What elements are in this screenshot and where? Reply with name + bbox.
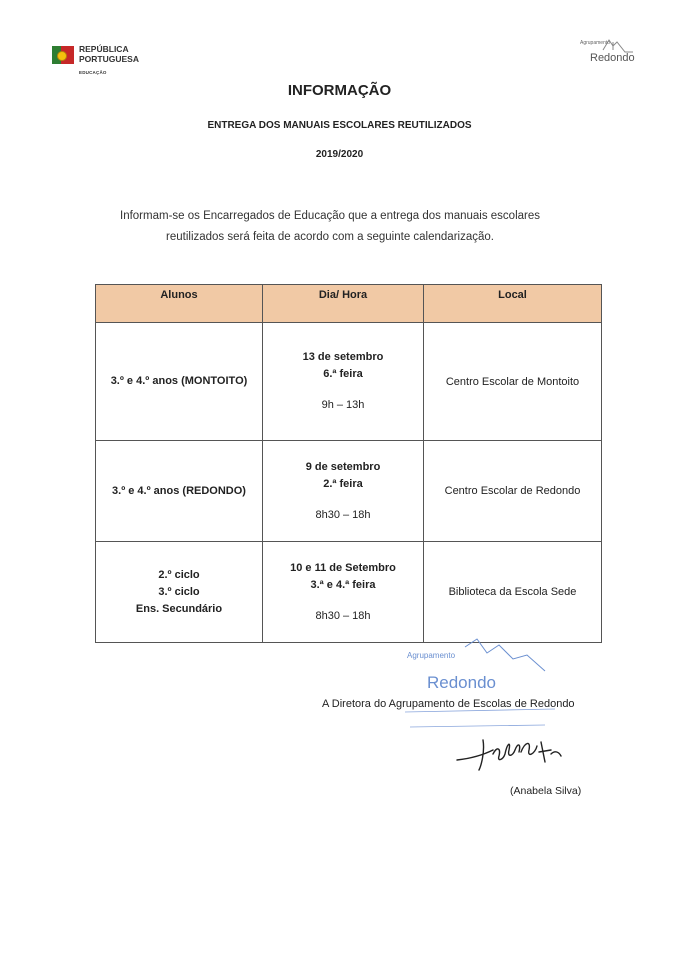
document-subtitle: ENTREGA DOS MANUAIS ESCOLARES REUTILIZADOS <box>207 120 472 131</box>
cell-alunos <box>96 441 263 542</box>
redondo-school-logo <box>575 38 645 72</box>
date-text: 9 de setembro <box>305 460 381 473</box>
stamp-big-text: Redondo <box>427 673 497 692</box>
logo-big-text: Redondo <box>590 52 635 64</box>
table-row <box>96 441 602 542</box>
logo-subtext: EDUCAÇÃO <box>79 70 107 75</box>
alunos-text: 3.º e 4.º anos (MONTOITO) <box>110 375 248 387</box>
signatory-name: (Anabela Silva) <box>510 785 582 797</box>
intro-line-1: Informam-se os Encarregados de Educação que a entrega dos manuais escolares <box>120 210 540 222</box>
cell-alunos <box>96 323 263 441</box>
weekday-text: 6.ª feira <box>323 368 363 380</box>
date-text: 10 e 11 de Setembro <box>290 561 396 574</box>
logo-text-line2: PORTUGUESA <box>79 54 139 64</box>
cell-alunos <box>96 542 263 643</box>
delivery-schedule-table <box>95 284 602 643</box>
portugal-flag-icon <box>52 46 74 64</box>
weekday-text: 3.ª e 4.ª feira <box>310 578 376 591</box>
table-row <box>96 542 602 643</box>
col-header-local: Local <box>424 285 602 323</box>
date-text: 13 de setembro <box>302 351 384 363</box>
cell-local: Biblioteca da Escola Sede <box>424 542 602 643</box>
page-title: INFORMAÇÃO <box>287 82 392 99</box>
col-header-dia-hora: Dia/ Hora <box>263 285 424 323</box>
cell-dia-hora <box>263 441 424 542</box>
table-row <box>96 323 602 441</box>
cell-dia-hora <box>263 323 424 441</box>
logo-text-line1: REPÚBLICA <box>79 44 129 54</box>
cell-local: Centro Escolar de Redondo <box>424 441 602 542</box>
intro-line-2: reutilizados será feita de acordo com a seguinte calendarização. <box>166 231 494 243</box>
stamp-small-text: Agrupamento <box>407 651 456 660</box>
cell-dia-hora <box>263 542 424 643</box>
intro-paragraph <box>100 206 560 248</box>
alunos-text: 3.º ciclo <box>158 585 200 598</box>
weekday-text: 2.ª feira <box>323 477 363 490</box>
time-text: 8h30 – 18h <box>315 609 371 622</box>
col-header-alunos: Alunos <box>96 285 263 323</box>
time-text: 9h – 13h <box>321 399 365 411</box>
cell-local: Centro Escolar de Montoito <box>424 323 602 441</box>
logo-small-text: Agrupamento <box>580 40 611 46</box>
handwritten-signature-icon <box>455 732 565 772</box>
school-year: 2019/2020 <box>315 149 364 160</box>
table-header-row <box>96 285 602 323</box>
time-text: 8h30 – 18h <box>315 508 371 521</box>
school-stamp <box>395 637 565 747</box>
signatory-role: A Diretora do Agrupamento de Escolas de Redondo <box>322 698 575 710</box>
alunos-text: 3.º e 4.º anos (REDONDO) <box>112 484 246 497</box>
alunos-text: Ens. Secundário <box>135 602 223 615</box>
alunos-text: 2.º ciclo <box>158 568 200 581</box>
